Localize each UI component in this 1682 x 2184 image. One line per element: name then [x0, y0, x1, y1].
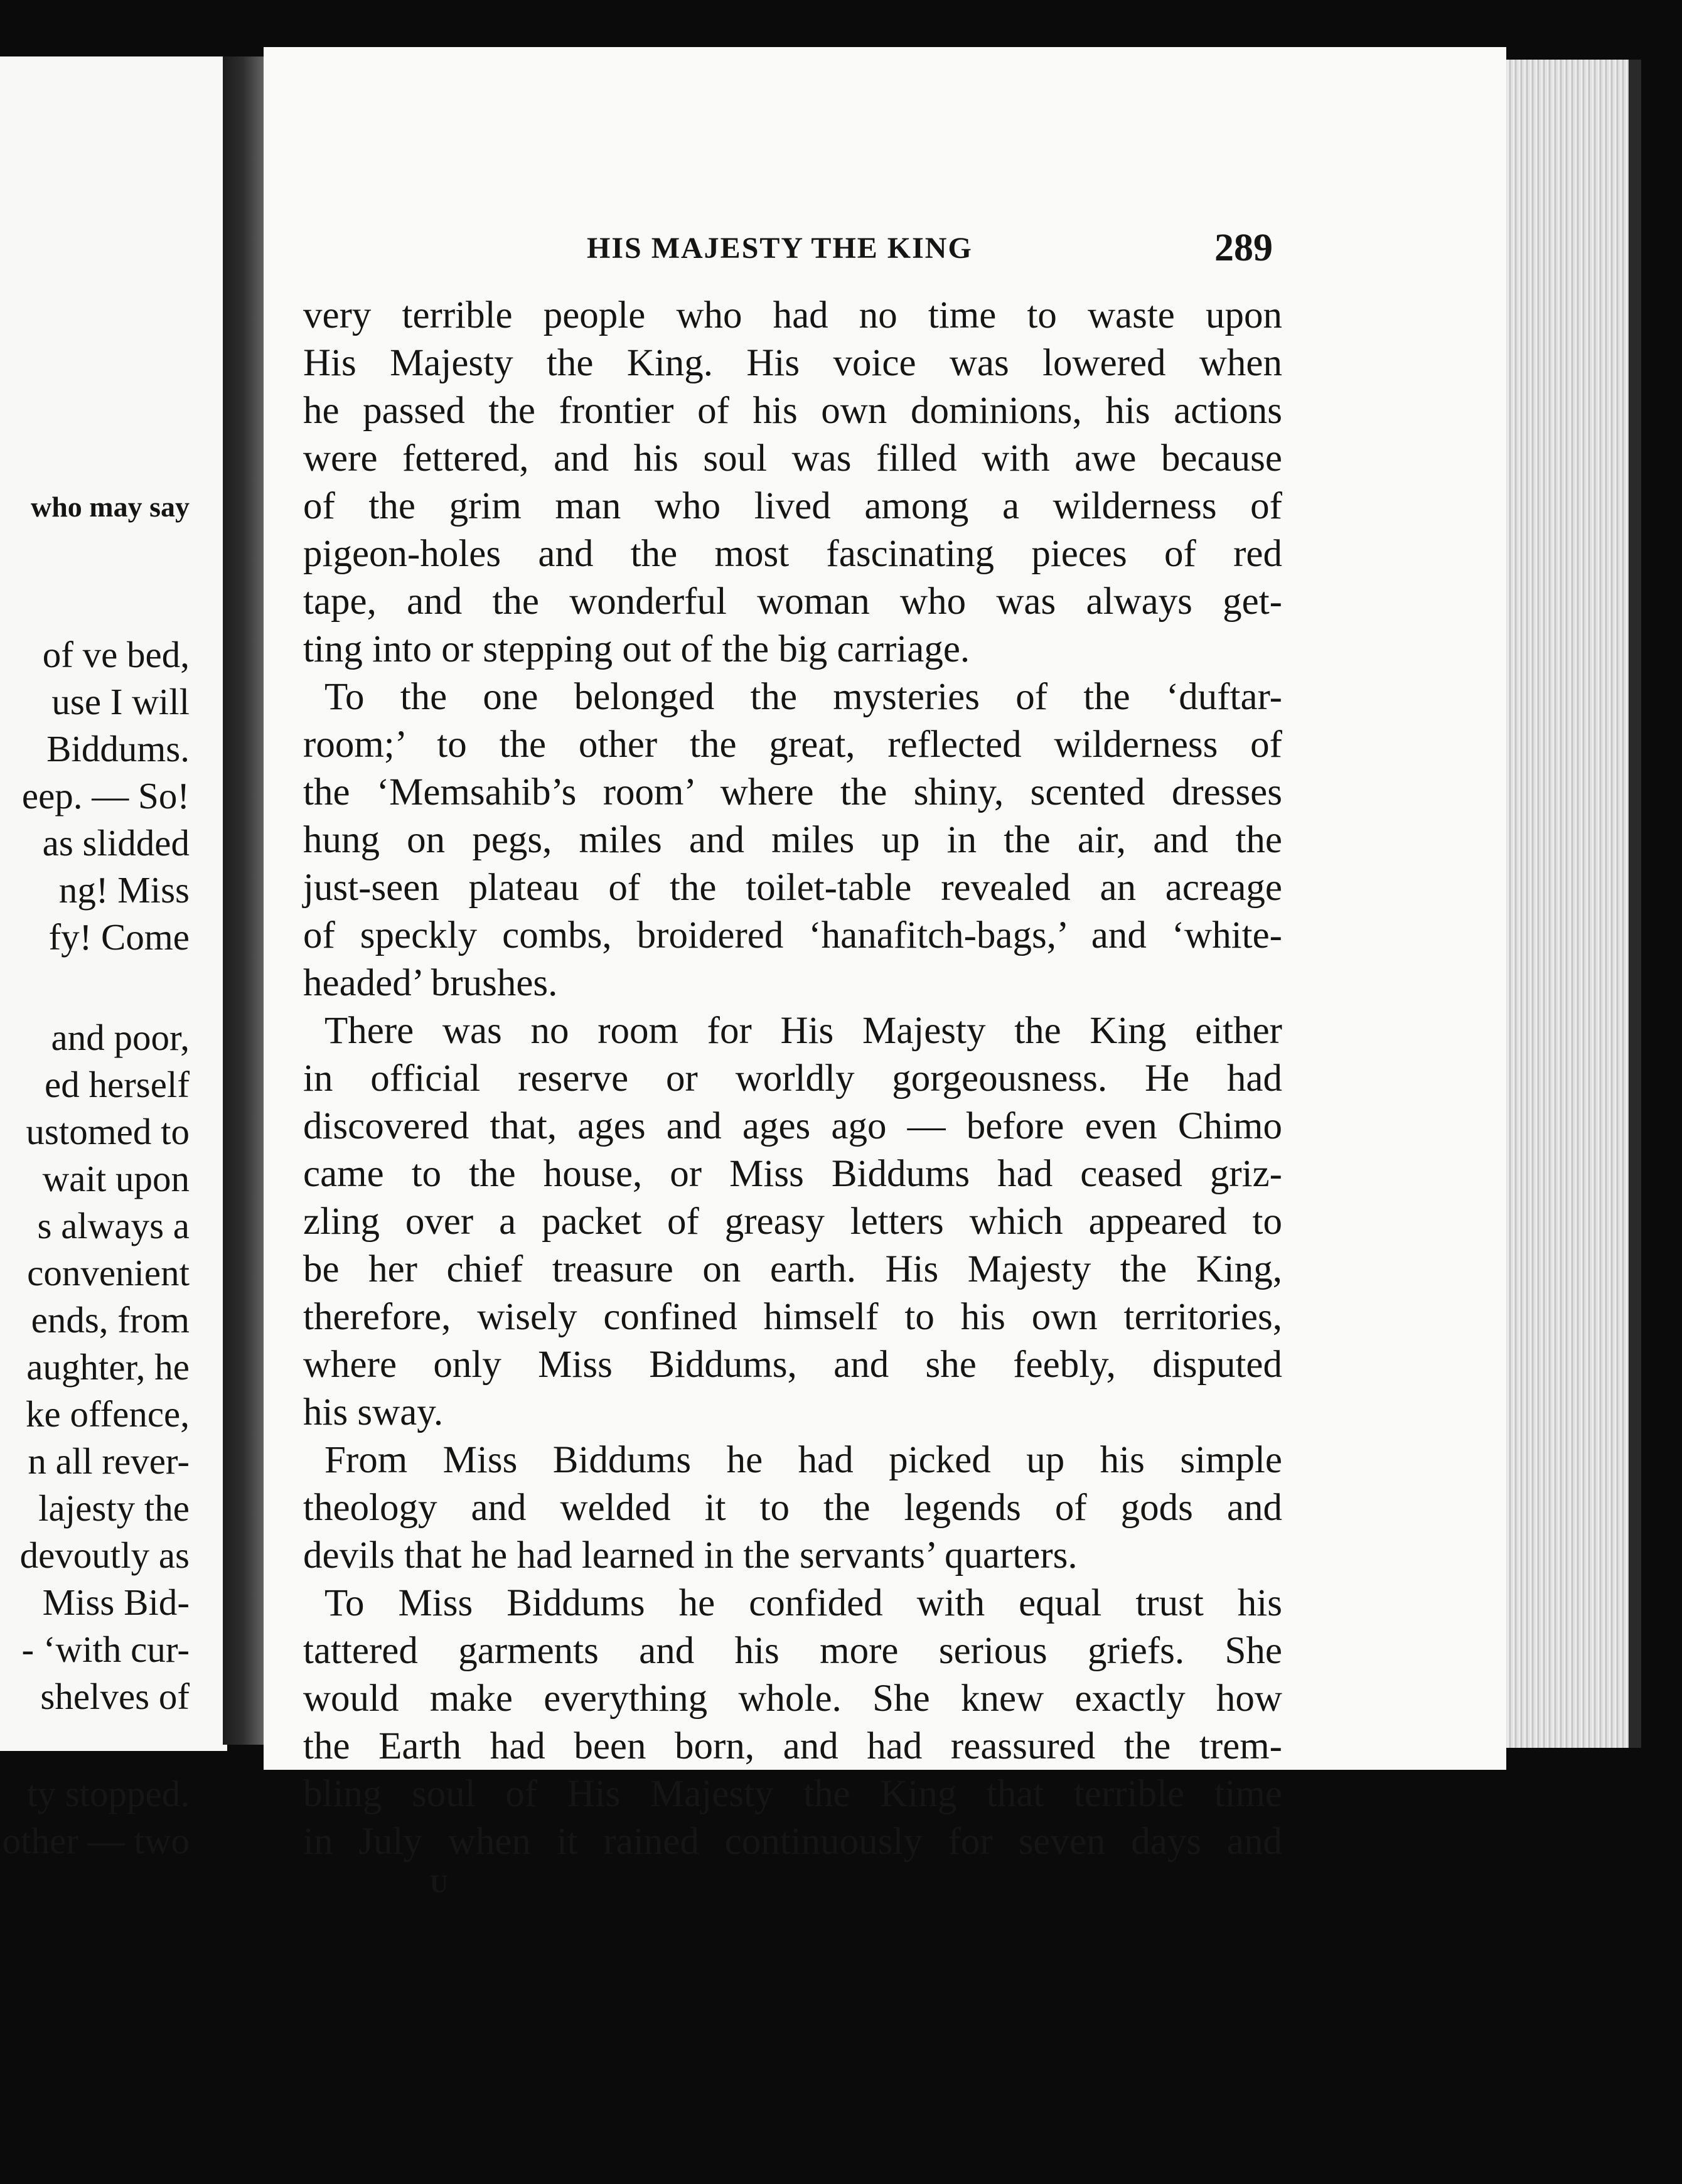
text-line: his sway.: [303, 1391, 444, 1433]
left-page-line: other — two: [2, 1820, 190, 1861]
page-number: 289: [1214, 227, 1273, 269]
text-line: devils that he had learned in the servants’ quarters.: [303, 1534, 1078, 1576]
text-line: he passed the frontier of his own dominions, his actions: [303, 390, 1282, 432]
text-line: of the grim man who lived among a wilderness of: [303, 485, 1282, 527]
left-page-line: eep. — So!: [21, 775, 190, 816]
text-line: tattered garments and his more serious griefs. She: [303, 1630, 1282, 1672]
text-line: where only Miss Biddums, and she feebly, disputed: [303, 1344, 1282, 1386]
text-line: To Miss Biddums he confided with equal trust his: [324, 1582, 1282, 1624]
text-line: theology and welded it to the legends of gods and: [303, 1487, 1282, 1529]
text-line: room;’ to the other the great, reflected wilderness of: [303, 724, 1282, 766]
left-page-line: who may say: [30, 491, 190, 523]
text-line: very terrible people who had no time to waste upon: [303, 294, 1282, 336]
left-page-line: ng! Miss: [58, 869, 190, 911]
signature-mark: U: [430, 1870, 448, 1898]
text-line: just-seen plateau of the toilet-table revealed an acreage: [303, 867, 1282, 909]
left-page-line: ty stopped.: [27, 1773, 190, 1814]
facing-page-left: [0, 56, 227, 1861]
left-page-line: devoutly as: [19, 1534, 190, 1576]
text-line: pigeon-holes and the most fascinating pieces of red: [303, 533, 1282, 575]
left-page-line: and poor,: [51, 1017, 190, 1058]
left-page-line: - ‘with cur-: [21, 1629, 190, 1670]
left-page-line: ke offence,: [26, 1393, 190, 1435]
text-line: the ‘Memsahib’s room’ where the shiny, scented dresses: [303, 771, 1282, 813]
text-line: From Miss Biddums he had picked up his simple: [324, 1439, 1282, 1481]
text-line: There was no room for His Majesty the King either: [324, 1010, 1282, 1052]
left-page-line: ustomed to: [26, 1111, 190, 1152]
book-gutter: [223, 56, 267, 1745]
text-line: headed’ brushes.: [303, 962, 558, 1004]
text-line: discovered that, ages and ages ago — before even Chimo: [303, 1105, 1282, 1147]
text-line: hung on pegs, miles and miles up in the air, and the: [303, 819, 1282, 861]
left-page-line: ends, from: [31, 1299, 190, 1341]
text-line: His Majesty the King. His voice was lowered when: [303, 342, 1282, 384]
text-line: therefore, wisely confined himself to his own territories,: [303, 1296, 1282, 1338]
left-page-line: aughter, he: [26, 1346, 190, 1388]
left-page-line: convenient: [27, 1252, 190, 1293]
text-line: be her chief treasure on earth. His Majesty the King,: [303, 1248, 1282, 1290]
body-text: [303, 292, 1282, 1866]
text-line: the Earth had been born, and had reassured the trem-: [303, 1725, 1282, 1767]
text-line: were fettered, and his soul was filled with awe because: [303, 437, 1282, 479]
text-line: tape, and the wonderful woman who was always get-: [303, 581, 1282, 623]
left-page-line: lajesty the: [38, 1487, 190, 1529]
left-page-line: n all rever-: [28, 1440, 190, 1482]
text-line: in official reserve or worldly gorgeousness. He had: [303, 1057, 1282, 1100]
left-page-line: Biddums.: [46, 728, 190, 769]
left-page-line: wait upon: [42, 1158, 190, 1199]
left-page-line: use I will: [51, 681, 190, 722]
page-edges-shadow: [1629, 60, 1641, 1748]
text-line: zling over a packet of greasy letters which appeared to: [303, 1201, 1282, 1243]
text-line: came to the house, or Miss Biddums had ceased griz-: [303, 1153, 1282, 1195]
left-page-line: ed herself: [45, 1064, 190, 1105]
text-line: of speckly combs, broidered ‘hanafitch-bags,’ and ‘white-: [303, 914, 1282, 956]
text-line: ting into or stepping out of the big carriage.: [303, 628, 970, 670]
left-page-line: Miss Bid-: [42, 1582, 190, 1623]
left-page-line: shelves of: [40, 1676, 190, 1717]
text-line: in July when it rained continuously for seven days and: [303, 1821, 1282, 1863]
left-page-line: of ve bed,: [42, 634, 190, 675]
left-page-line: as slidded: [42, 822, 190, 864]
text-line: would make everything whole. She knew exactly how: [303, 1678, 1282, 1720]
text-line: To the one belonged the mysteries of the ‘duftar-: [324, 676, 1282, 718]
text-line: bling soul of His Majesty the King that terrible time: [303, 1773, 1282, 1815]
left-page-line: s always a: [37, 1205, 190, 1246]
page-edges: [1506, 60, 1629, 1748]
left-page-line: fy! Come: [48, 916, 190, 958]
running-title: HIS MAJESTY THE KING: [587, 232, 973, 265]
